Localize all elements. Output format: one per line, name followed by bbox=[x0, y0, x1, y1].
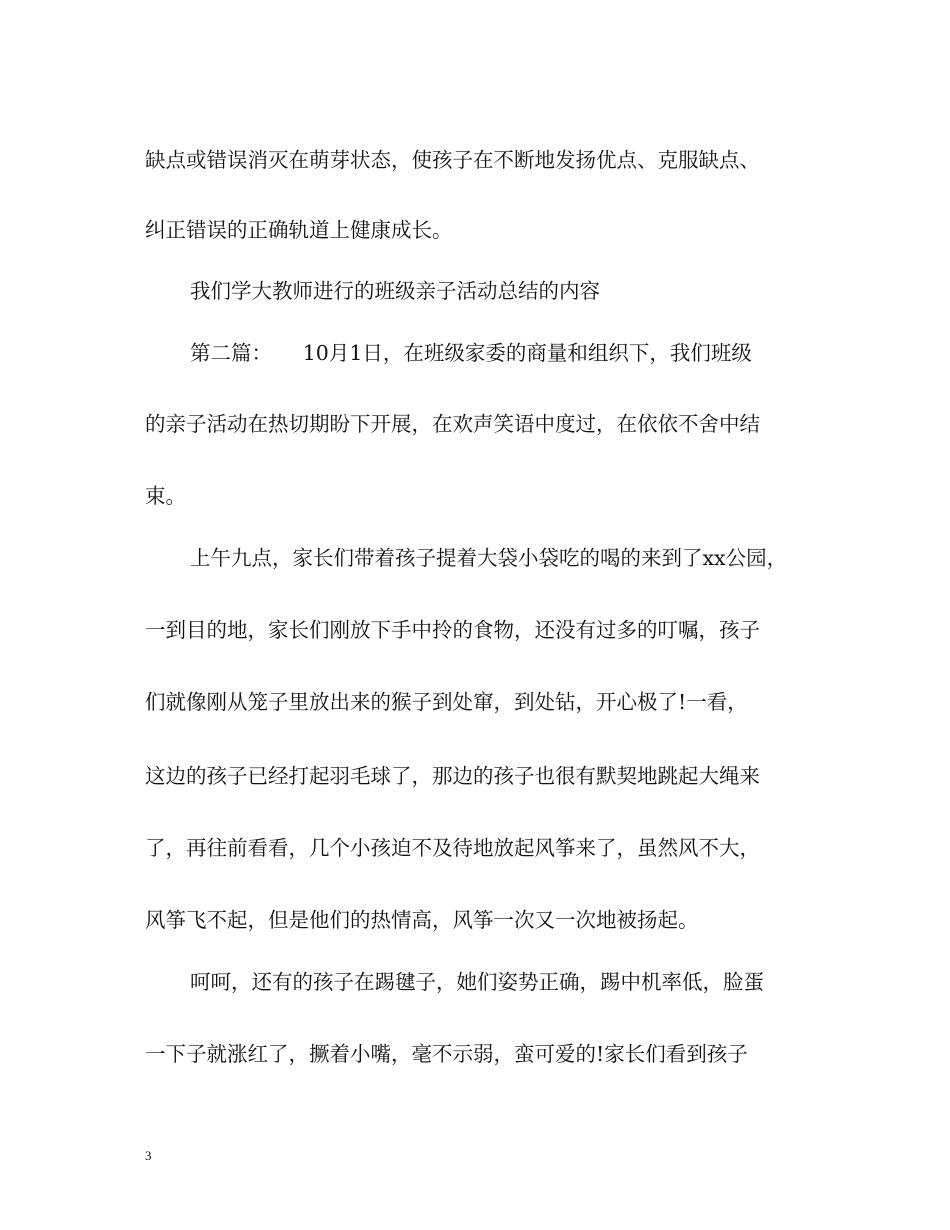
body-text-line: 束。 bbox=[145, 484, 186, 508]
body-text-line: 第二篇： 10月1日，在班级家委的商量和组织下，我们班级 bbox=[190, 341, 752, 365]
body-text-line: 上午九点，家长们带着孩子提着大袋小袋吃的喝的来到了xx公园， bbox=[190, 546, 788, 570]
body-text-line: 呵呵，还有的孩子在踢毽子，她们姿势正确，踢中机率低，脸蛋 bbox=[190, 970, 764, 994]
body-text-line: 风筝飞不起，但是他们的热情高，风筝一次又一次地被扬起。 bbox=[145, 908, 699, 932]
body-text-line: 了，再往前看看，几个小孩迫不及待地放起风筝来了，虽然风不大， bbox=[145, 836, 760, 860]
body-text-line: 一下子就涨红了，撅着小嘴，毫不示弱，蛮可爱的!家长们看到孩子 bbox=[145, 1042, 748, 1066]
body-text-line: 纠正错误的正确轨道上健康成长。 bbox=[145, 218, 453, 242]
body-text-line: 这边的孩子已经打起羽毛球了，那边的孩子也很有默契地跳起大绳来 bbox=[145, 764, 760, 788]
body-text-line: 们就像刚从笼子里放出来的猴子到处窜，到处钻，开心极了!一看， bbox=[145, 690, 748, 714]
page-number: 3 bbox=[145, 1148, 152, 1163]
body-text-line: 一到目的地，家长们刚放下手中拎的食物，还没有过多的叮嘱，孩子 bbox=[145, 618, 760, 642]
body-text-line: 我们学大教师进行的班级亲子活动总结的内容 bbox=[190, 279, 600, 303]
body-text-line: 缺点或错误消灭在萌芽状态，使孩子在不断地发扬优点、克服缺点、 bbox=[145, 148, 760, 172]
body-text-line: 的亲子活动在热切期盼下开展，在欢声笑语中度过，在依依不舍中结 bbox=[145, 412, 760, 436]
